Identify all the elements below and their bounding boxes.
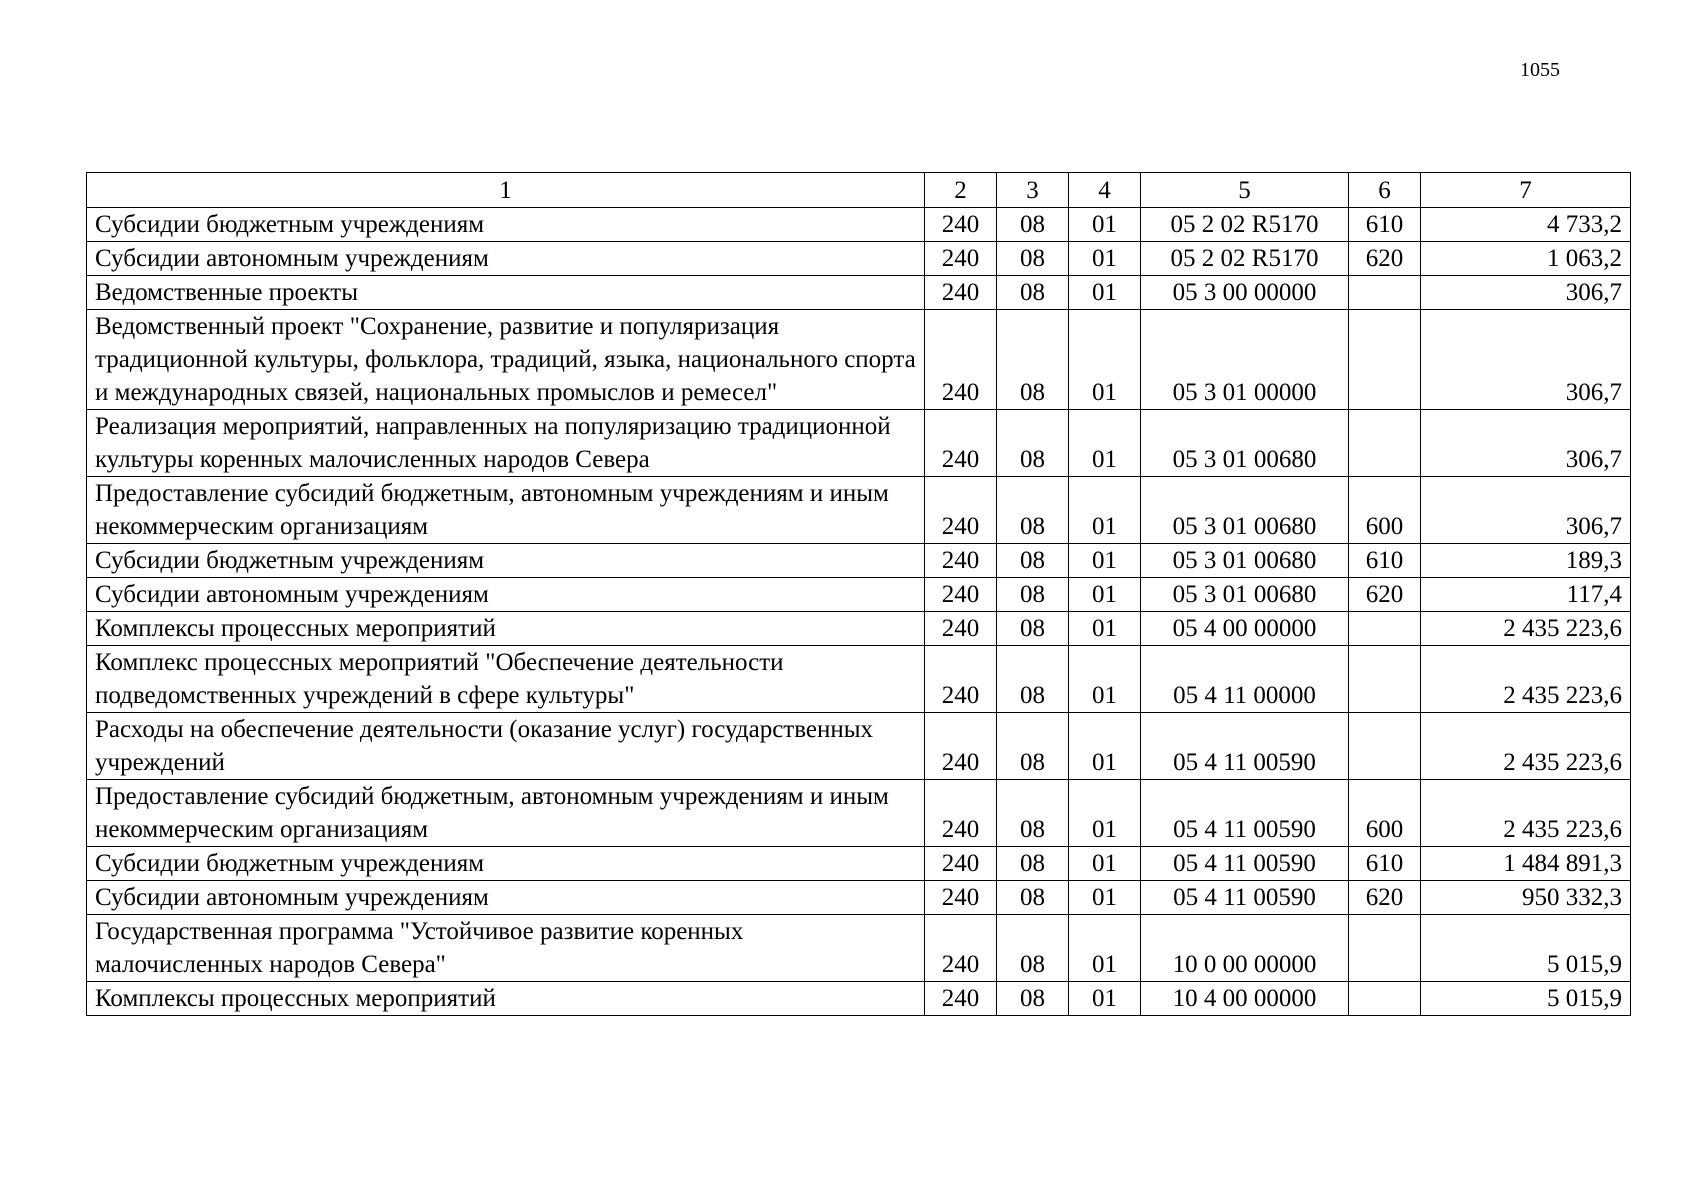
row-code-2-cell: 240: [925, 646, 997, 713]
row-code-4-cell: 01: [1069, 544, 1141, 578]
table-row: [87, 410, 1631, 477]
table-row: [87, 646, 1631, 713]
row-amount-cell: 4 733,2: [1421, 208, 1631, 242]
row-code-3-cell: 08: [997, 713, 1069, 780]
row-code-5-cell: 10 4 00 00000: [1141, 982, 1349, 1016]
row-code-3-cell: 08: [997, 881, 1069, 915]
row-name-cell: Расходы на обеспечение деятельности (оказание услуг) государственных учреждений: [87, 713, 925, 780]
row-name-cell: Государственная программа "Устойчивое развитие коренных малочисленных народов Севера": [87, 915, 925, 982]
row-code-2-cell: 240: [925, 780, 997, 847]
table-row: [87, 915, 1631, 982]
row-code-2-cell: 240: [925, 612, 997, 646]
row-code-5-cell: 05 2 02 R5170: [1141, 208, 1349, 242]
table-row: [87, 780, 1631, 847]
row-code-3-cell: 08: [997, 780, 1069, 847]
row-code-4-cell: 01: [1069, 713, 1141, 780]
row-amount-cell: 306,7: [1421, 410, 1631, 477]
row-code-5-cell: 05 4 11 00590: [1141, 780, 1349, 847]
row-amount-cell: 189,3: [1421, 544, 1631, 578]
row-code-3-cell: 08: [997, 276, 1069, 310]
row-code-6-cell: 610: [1349, 208, 1421, 242]
row-code-2-cell: 240: [925, 713, 997, 780]
table-row: [87, 544, 1631, 578]
row-code-6-cell: 600: [1349, 477, 1421, 544]
table-row: [87, 713, 1631, 780]
row-code-2-cell: 240: [925, 242, 997, 276]
table-row: [87, 982, 1631, 1016]
row-code-3-cell: 08: [997, 847, 1069, 881]
row-code-4-cell: 01: [1069, 780, 1141, 847]
header-cell-6: 6: [1349, 173, 1421, 208]
row-code-3-cell: 08: [997, 982, 1069, 1016]
row-code-3-cell: 08: [997, 310, 1069, 410]
row-code-5-cell: 05 4 11 00590: [1141, 713, 1349, 780]
row-code-4-cell: 01: [1069, 310, 1141, 410]
row-code-2-cell: 240: [925, 881, 997, 915]
row-code-2-cell: 240: [925, 410, 997, 477]
row-name-cell: Предоставление субсидий бюджетным, автономным учреждениям и иным некоммерческим организациям: [87, 477, 925, 544]
row-amount-cell: 306,7: [1421, 276, 1631, 310]
row-code-3-cell: 08: [997, 544, 1069, 578]
row-code-4-cell: 01: [1069, 410, 1141, 477]
row-code-5-cell: 05 4 00 00000: [1141, 612, 1349, 646]
budget-table: [86, 172, 1631, 1016]
row-name-cell: Предоставление субсидий бюджетным, автономным учреждениям и иным некоммерческим организациям: [87, 780, 925, 847]
row-name-cell: Субсидии автономным учреждениям: [87, 881, 925, 915]
row-code-6-cell: 620: [1349, 881, 1421, 915]
header-cell-3: 3: [997, 173, 1069, 208]
row-code-4-cell: 01: [1069, 477, 1141, 544]
header-cell-2: 2: [925, 173, 997, 208]
header-cell-1: 1: [87, 173, 925, 208]
row-code-6-cell: [1349, 276, 1421, 310]
row-amount-cell: 2 435 223,6: [1421, 780, 1631, 847]
row-code-6-cell: [1349, 310, 1421, 410]
table-body: [87, 208, 1631, 1016]
row-amount-cell: 117,4: [1421, 578, 1631, 612]
row-code-2-cell: 240: [925, 578, 997, 612]
row-code-5-cell: 05 3 01 00000: [1141, 310, 1349, 410]
page-number: 1055: [1520, 59, 1560, 81]
row-code-6-cell: [1349, 915, 1421, 982]
row-code-6-cell: 620: [1349, 578, 1421, 612]
table-row: [87, 847, 1631, 881]
row-code-6-cell: [1349, 646, 1421, 713]
row-amount-cell: 5 015,9: [1421, 915, 1631, 982]
row-name-cell: Ведомственный проект "Сохранение, развитие и популяризация традиционной культуры, фольклора, традиций, языка, национального спорта и международных связей, национальных промыслов и ремесел": [87, 310, 925, 410]
row-name-cell: Комплексы процессных мероприятий: [87, 612, 925, 646]
table-row: [87, 310, 1631, 410]
header-cell-5: 5: [1141, 173, 1349, 208]
row-amount-cell: 950 332,3: [1421, 881, 1631, 915]
row-name-cell: Реализация мероприятий, направленных на популяризацию традиционной культуры коренных малочисленных народов Севера: [87, 410, 925, 477]
row-code-5-cell: 05 3 01 00680: [1141, 410, 1349, 477]
table-row: [87, 881, 1631, 915]
row-code-4-cell: 01: [1069, 276, 1141, 310]
row-code-5-cell: 05 3 00 00000: [1141, 276, 1349, 310]
row-amount-cell: 2 435 223,6: [1421, 713, 1631, 780]
row-code-4-cell: 01: [1069, 881, 1141, 915]
row-code-6-cell: 610: [1349, 544, 1421, 578]
table-row: [87, 612, 1631, 646]
row-code-6-cell: [1349, 612, 1421, 646]
row-code-5-cell: 10 0 00 00000: [1141, 915, 1349, 982]
row-code-6-cell: 620: [1349, 242, 1421, 276]
table-row: [87, 578, 1631, 612]
row-amount-cell: 5 015,9: [1421, 982, 1631, 1016]
row-code-4-cell: 01: [1069, 847, 1141, 881]
row-code-3-cell: 08: [997, 612, 1069, 646]
row-code-6-cell: 600: [1349, 780, 1421, 847]
row-code-2-cell: 240: [925, 847, 997, 881]
row-code-3-cell: 08: [997, 410, 1069, 477]
row-code-2-cell: 240: [925, 477, 997, 544]
row-amount-cell: 306,7: [1421, 477, 1631, 544]
row-name-cell: Субсидии автономным учреждениям: [87, 242, 925, 276]
row-name-cell: Комплекс процессных мероприятий "Обеспечение деятельности подведомственных учреждений в сфере культуры": [87, 646, 925, 713]
row-code-5-cell: 05 3 01 00680: [1141, 544, 1349, 578]
row-code-5-cell: 05 4 11 00590: [1141, 847, 1349, 881]
row-code-4-cell: 01: [1069, 612, 1141, 646]
row-code-4-cell: 01: [1069, 915, 1141, 982]
row-name-cell: Субсидии бюджетным учреждениям: [87, 544, 925, 578]
row-code-3-cell: 08: [997, 578, 1069, 612]
row-code-4-cell: 01: [1069, 982, 1141, 1016]
header-row: [87, 173, 1631, 208]
header-cell-7: 7: [1421, 173, 1631, 208]
row-code-2-cell: 240: [925, 310, 997, 410]
row-code-6-cell: [1349, 713, 1421, 780]
row-code-6-cell: [1349, 410, 1421, 477]
header-cell-4: 4: [1069, 173, 1141, 208]
row-code-3-cell: 08: [997, 242, 1069, 276]
row-code-3-cell: 08: [997, 477, 1069, 544]
row-code-5-cell: 05 3 01 00680: [1141, 477, 1349, 544]
row-code-6-cell: 610: [1349, 847, 1421, 881]
row-code-4-cell: 01: [1069, 242, 1141, 276]
row-name-cell: Субсидии бюджетным учреждениям: [87, 208, 925, 242]
row-code-2-cell: 240: [925, 982, 997, 1016]
row-amount-cell: 1 063,2: [1421, 242, 1631, 276]
row-amount-cell: 2 435 223,6: [1421, 612, 1631, 646]
row-code-5-cell: 05 4 11 00000: [1141, 646, 1349, 713]
row-code-4-cell: 01: [1069, 646, 1141, 713]
row-amount-cell: 306,7: [1421, 310, 1631, 410]
row-code-4-cell: 01: [1069, 578, 1141, 612]
table-row: [87, 276, 1631, 310]
row-code-5-cell: 05 4 11 00590: [1141, 881, 1349, 915]
row-name-cell: Субсидии автономным учреждениям: [87, 578, 925, 612]
table-row: [87, 242, 1631, 276]
row-amount-cell: 2 435 223,6: [1421, 646, 1631, 713]
table-row: [87, 208, 1631, 242]
row-amount-cell: 1 484 891,3: [1421, 847, 1631, 881]
row-code-5-cell: 05 3 01 00680: [1141, 578, 1349, 612]
row-name-cell: Ведомственные проекты: [87, 276, 925, 310]
row-code-6-cell: [1349, 982, 1421, 1016]
row-code-2-cell: 240: [925, 915, 997, 982]
row-code-3-cell: 08: [997, 646, 1069, 713]
row-code-5-cell: 05 2 02 R5170: [1141, 242, 1349, 276]
row-code-3-cell: 08: [997, 915, 1069, 982]
row-name-cell: Субсидии бюджетным учреждениям: [87, 847, 925, 881]
table-row: [87, 477, 1631, 544]
row-code-2-cell: 240: [925, 208, 997, 242]
row-code-2-cell: 240: [925, 276, 997, 310]
row-code-4-cell: 01: [1069, 208, 1141, 242]
row-name-cell: Комплексы процессных мероприятий: [87, 982, 925, 1016]
row-code-2-cell: 240: [925, 544, 997, 578]
row-code-3-cell: 08: [997, 208, 1069, 242]
